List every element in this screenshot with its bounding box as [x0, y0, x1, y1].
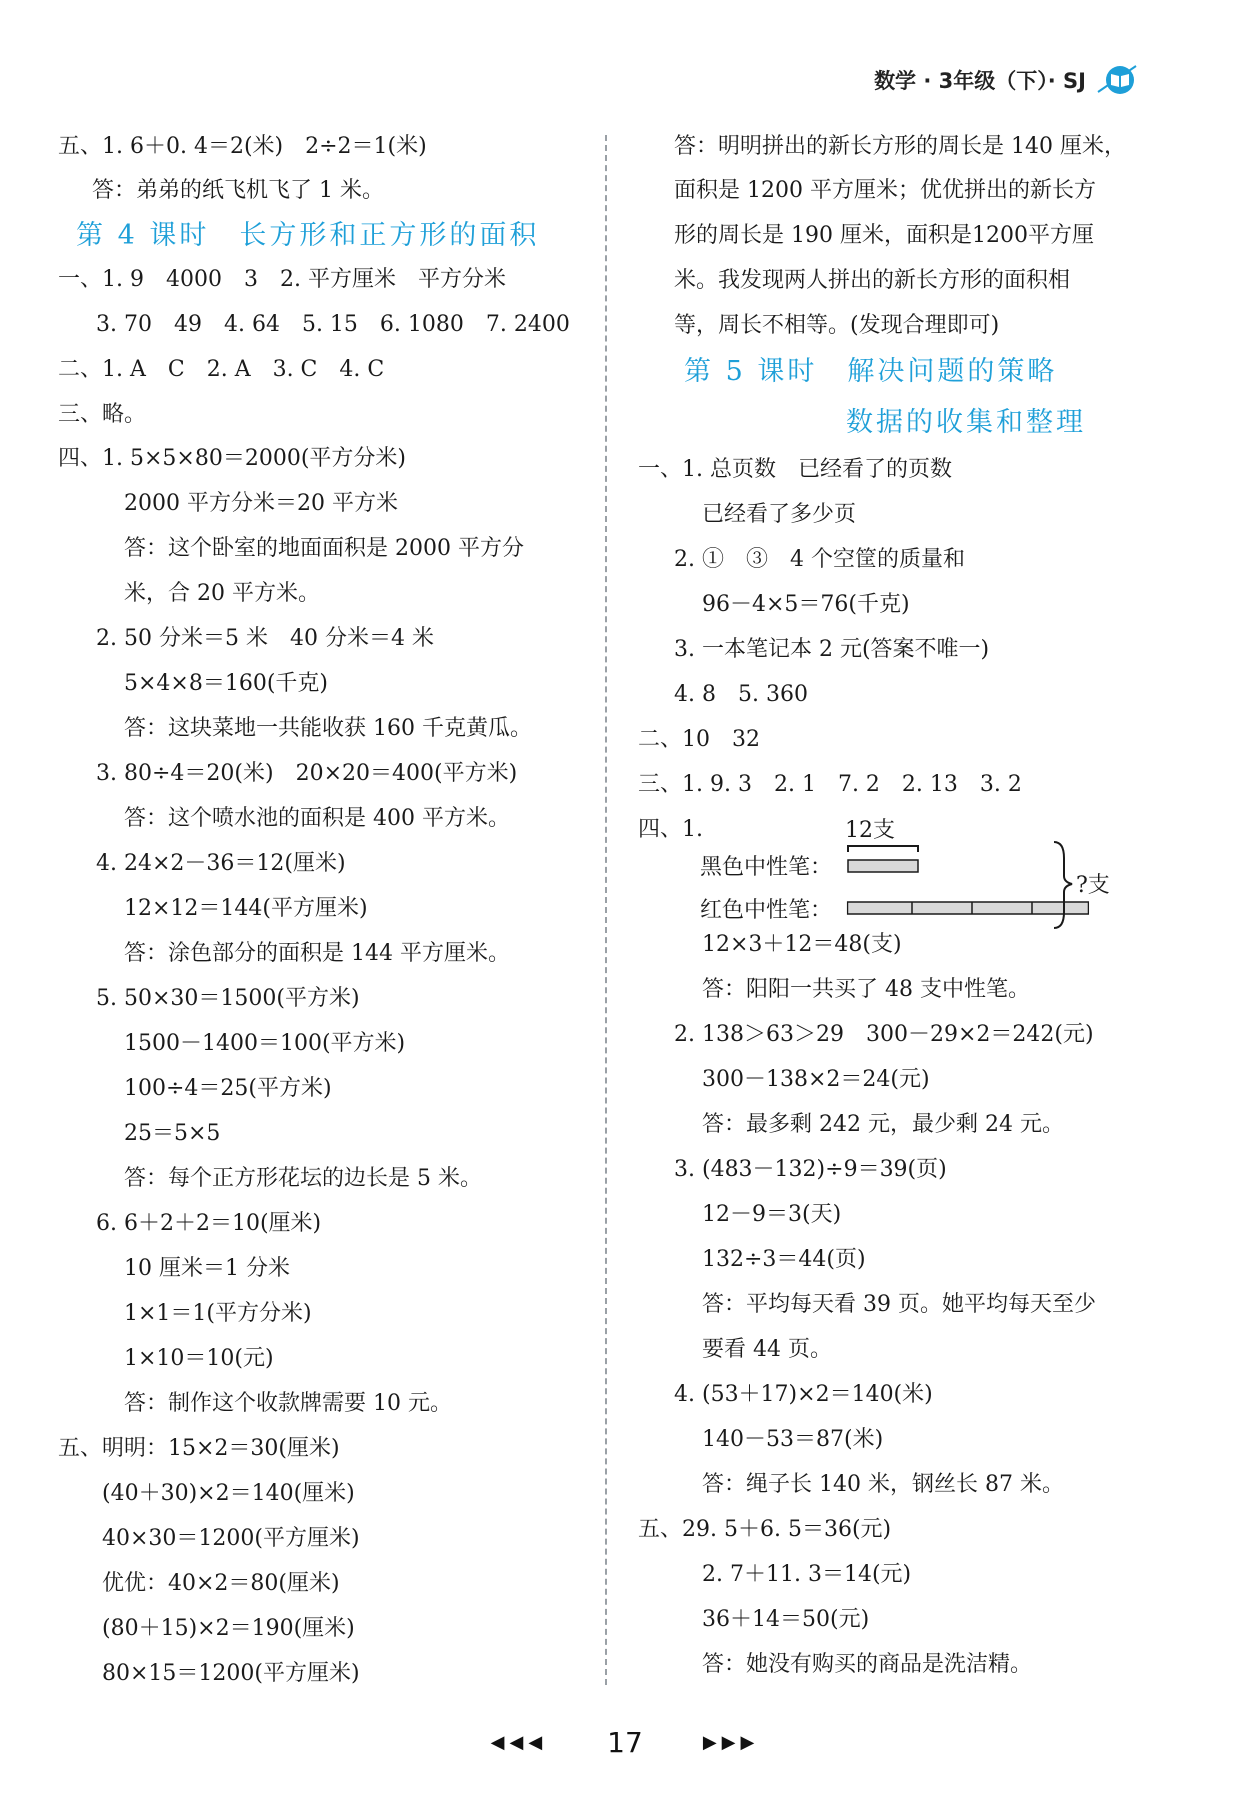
- page-header: [874, 60, 1140, 100]
- answer-line: 四、1.: [638, 817, 703, 842]
- answer-line: 3. 一本笔记本 2 元(答案不唯一): [674, 637, 990, 662]
- red-pen-bar: [848, 902, 1089, 914]
- answer-line: 三、略。: [58, 402, 147, 427]
- answer-line: 五、明明：15×2＝30(厘米): [58, 1436, 340, 1461]
- answer-line: 答：这个卧室的地面面积是 2000 平方分: [124, 536, 524, 561]
- answer-line: 一、1. 总页数 已经看了的页数: [638, 457, 952, 482]
- answer-line: 36＋14＝50(元): [702, 1607, 870, 1632]
- diagram-black-label: 黑色中性笔：: [700, 855, 833, 880]
- answer-line: 二、1. A C 2. A 3. C 4. C: [58, 357, 385, 382]
- answer-line: 1×10＝10(元): [124, 1346, 274, 1371]
- lesson-heading: 第 5 课时 解决问题的策略: [684, 356, 1058, 387]
- answer-line: 答：最多剩 242 元，最少剩 24 元。: [702, 1112, 1064, 1137]
- answer-line: 形的周长是 190 厘米，面积是1200平方厘: [674, 223, 1094, 248]
- answer-line: 答：涂色部分的面积是 144 平方厘米。: [124, 941, 510, 966]
- answer-line: 二、10 32: [638, 727, 760, 752]
- answer-line: 1×1＝1(平方分米): [124, 1301, 312, 1326]
- answer-line: 四、1. 5×5×80＝2000(平方分米): [58, 446, 406, 471]
- answer-line: 答：弟弟的纸飞机飞了 1 米。: [92, 178, 384, 203]
- diagram-top-brace: [848, 846, 918, 852]
- answer-line: 答：她没有购买的商品是洗洁精。: [702, 1652, 1033, 1677]
- answer-line: 12－9＝3(天): [702, 1202, 842, 1227]
- answer-line: 2. 7＋11. 3＝14(元): [702, 1562, 912, 1587]
- page-footer: [0, 1722, 1250, 1762]
- answer-line: 优优：40×2＝80(厘米): [102, 1571, 340, 1596]
- answer-line: 3. 80÷4＝20(米) 20×20＝400(平方米): [96, 761, 518, 786]
- answer-line: 面积是 1200 平方厘米；优优拼出的新长方: [674, 178, 1096, 203]
- diagram-question-label: ?支: [1076, 873, 1110, 898]
- answer-line: 3. 70 49 4. 64 5. 15 6. 1080 7. 2400: [96, 312, 570, 337]
- diagram-red-label: 红色中性笔：: [700, 898, 833, 923]
- answer-line: 2. 138＞63＞29 300－29×2＝242(元): [674, 1022, 1094, 1047]
- answer-line: 等，周长不相等。(发现合理即可): [674, 313, 1000, 338]
- diagram-top-label: 12支: [845, 818, 895, 843]
- answer-line: 100÷4＝25(平方米): [124, 1076, 332, 1101]
- answer-line: (80＋15)×2＝190(厘米): [102, 1616, 355, 1641]
- answer-line: 1500－1400＝100(平方米): [124, 1031, 406, 1056]
- answer-line: 5×4×8＝160(千克): [124, 671, 329, 696]
- answer-line: 5. 50×30＝1500(平方米): [96, 986, 360, 1011]
- answer-line: (40＋30)×2＝140(厘米): [102, 1481, 355, 1506]
- answer-line: 132÷3＝44(页): [702, 1247, 866, 1272]
- answer-line: 2000 平方分米＝20 平方米: [124, 491, 398, 516]
- lesson-heading: 第 4 课时 长方形和正方形的面积: [76, 220, 540, 251]
- answer-line: 80×15＝1200(平方厘米): [102, 1661, 360, 1686]
- answer-line: 12×12＝144(平方厘米): [124, 896, 368, 921]
- answer-line: 三、1. 9. 3 2. 1 7. 2 2. 13 3. 2: [638, 772, 1022, 797]
- answer-line: 4. (53＋17)×2＝140(米): [674, 1382, 933, 1407]
- answer-line: 10 厘米＝1 分米: [124, 1256, 290, 1281]
- answer-line: 米。我发现两人拼出的新长方形的面积相: [674, 268, 1071, 293]
- answer-line: 答：平均每天看 39 页。她平均每天至少: [702, 1292, 1096, 1317]
- answer-line: 140－53＝87(米): [702, 1427, 884, 1452]
- answer-line: 答：明明拼出的新长方形的周长是 140 厘米，: [674, 134, 1126, 159]
- page-number: 17: [607, 1725, 643, 1759]
- prev-arrows-icon: ◀◀◀: [490, 1731, 548, 1753]
- answer-line: 答：绳子长 140 米，钢丝长 87 米。: [702, 1472, 1064, 1497]
- answer-line: 答：这个喷水池的面积是 400 平方米。: [124, 806, 510, 831]
- diagram-right-brace: [1054, 842, 1072, 928]
- answer-line: 要看 44 页。: [702, 1337, 832, 1362]
- answer-line: 12×3＋12＝48(支): [702, 932, 902, 957]
- answer-line: 6. 6＋2＋2＝10(厘米): [96, 1211, 322, 1236]
- answer-line: 五、1. 6＋0. 4＝2(米) 2÷2＝1(米): [58, 134, 427, 159]
- answer-line: 2. 50 分米＝5 米 40 分米＝4 米: [96, 626, 434, 651]
- answer-line: 答：每个正方形花坛的边长是 5 米。: [124, 1166, 482, 1191]
- answer-line: 4. 8 5. 360: [674, 682, 808, 707]
- answer-line: 米，合 20 平方米。: [124, 581, 320, 606]
- answer-line: 25＝5×5: [124, 1121, 221, 1146]
- answer-line: 2. ① ③ 4 个空筐的质量和: [674, 547, 965, 572]
- answer-line: 3. (483－132)÷9＝39(页): [674, 1157, 947, 1182]
- segment-diagram: [630, 818, 1110, 938]
- answer-line: 4. 24×2－36＝12(厘米): [96, 851, 346, 876]
- subject-grade-label: 数学 · 3年级（下）· SJ: [874, 69, 1086, 93]
- lesson-subheading: 数据的收集和整理: [846, 407, 1086, 438]
- answer-line: 答：制作这个收款牌需要 10 元。: [124, 1391, 452, 1416]
- book-icon: [1096, 62, 1140, 98]
- answer-line: 答：这块菜地一共能收获 160 千克黄瓜。: [124, 716, 532, 741]
- black-pen-bar: [848, 860, 918, 872]
- column-divider: [605, 135, 607, 1685]
- answer-line: 40×30＝1200(平方厘米): [102, 1526, 360, 1551]
- next-arrows-icon: ▶▶▶: [702, 1731, 760, 1753]
- answer-line: 五、29. 5＋6. 5＝36(元): [638, 1517, 892, 1542]
- answer-line: 已经看了多少页: [702, 502, 857, 527]
- answer-line: 答：阳阳一共买了 48 支中性笔。: [702, 977, 1030, 1002]
- answer-line: 一、1. 9 4000 3 2. 平方厘米 平方分米: [58, 267, 506, 292]
- answer-line: 96－4×5＝76(千克): [702, 592, 910, 617]
- answer-line: 300－138×2＝24(元): [702, 1067, 930, 1092]
